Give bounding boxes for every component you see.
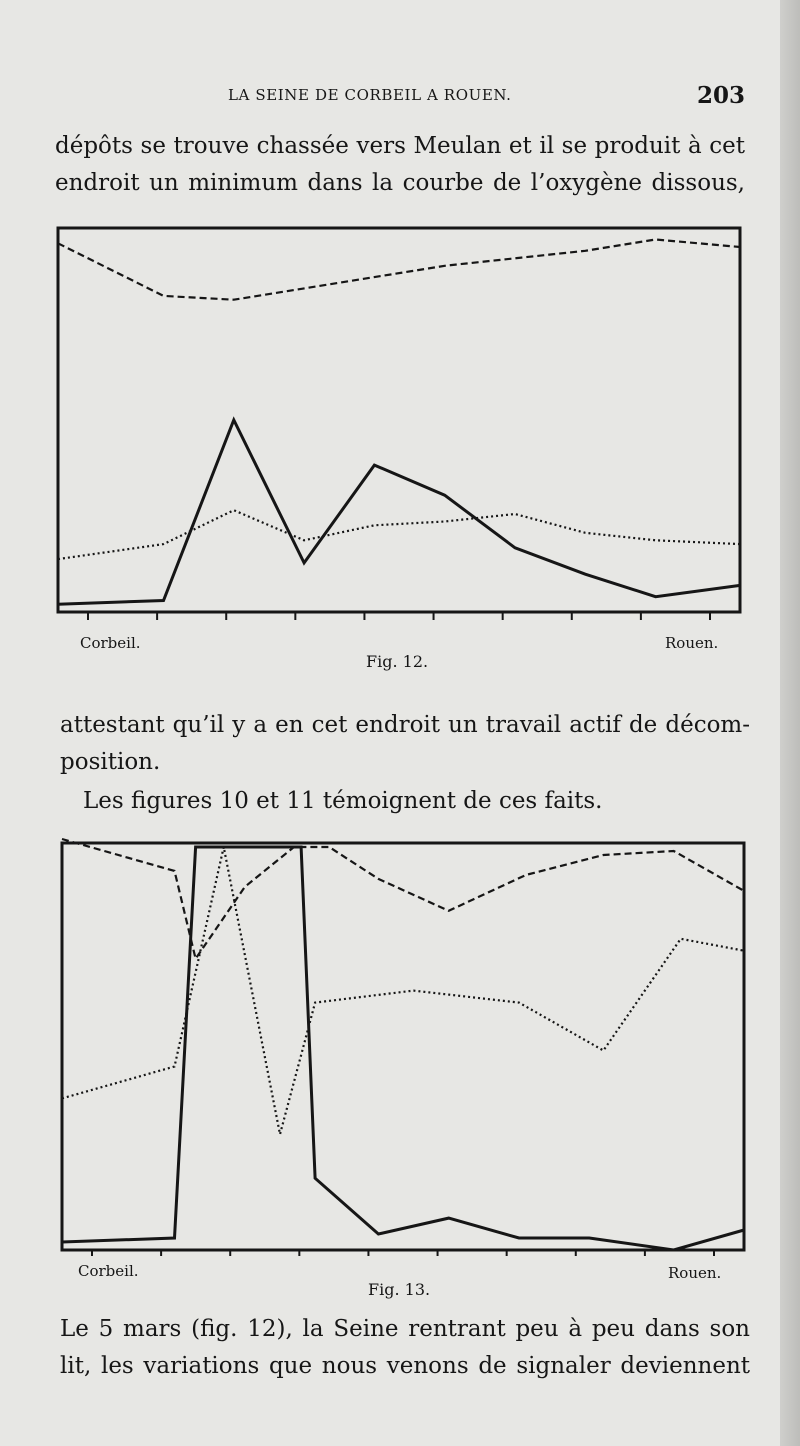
text-line: endroit un minimum dans la courbe de l’oxygène dissous, xyxy=(55,170,745,196)
figure-caption: Fig. 13. xyxy=(368,1280,431,1299)
plot-frame xyxy=(62,843,744,1250)
text-line: position. xyxy=(60,749,161,775)
paragraph-figures: Les figures 10 et 11 témoignent de ces faits. xyxy=(83,788,603,814)
x-start-label: Corbeil. xyxy=(80,634,141,652)
text-line: dépôts se trouve chassée vers Meulan et il se produit à cet xyxy=(55,133,745,159)
x-start-label: Corbeil. xyxy=(78,1262,139,1280)
series-line-solid xyxy=(62,847,744,1250)
figure-caption: Fig. 12. xyxy=(366,652,429,671)
text-line: lit, les variations que nous venons de signaler deviennent xyxy=(60,1353,750,1379)
text-line: Le 5 mars (fig. 12), la Seine rentrant peu à peu dans son xyxy=(60,1316,750,1342)
paragraph-bottom xyxy=(60,1311,750,1385)
text-line: attestant qu’il y a en cet endroit un travail actif de décom- xyxy=(60,712,750,738)
page-number: 203 xyxy=(697,82,746,109)
series-line-dashed xyxy=(62,839,744,959)
x-end-label: Rouen. xyxy=(665,634,719,652)
x-end-label: Rouen. xyxy=(668,1264,722,1282)
running-head: LA SEINE DE CORBEIL A ROUEN. xyxy=(228,86,512,104)
